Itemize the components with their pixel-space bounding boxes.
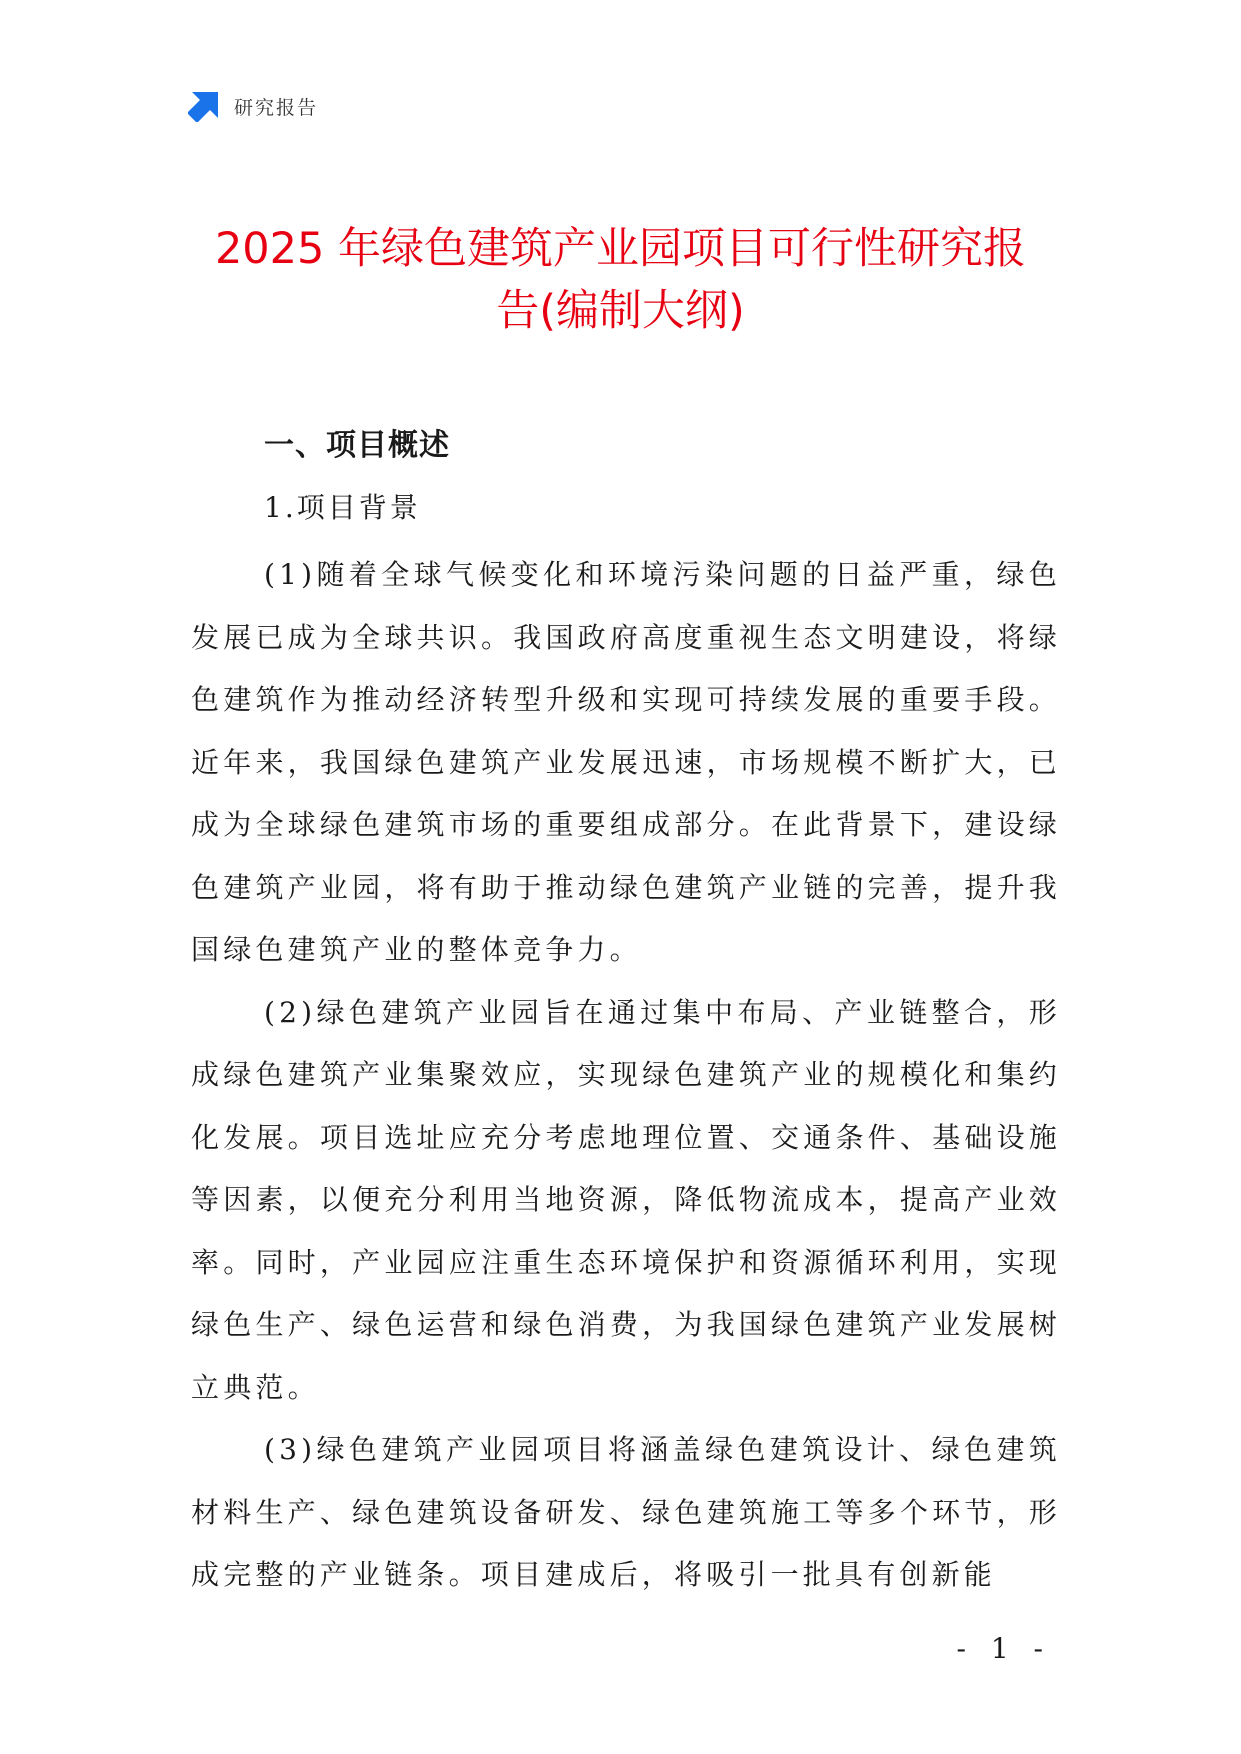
paragraph-3: (3)绿色建筑产业园项目将涵盖绿色建筑设计、绿色建筑材料生产、绿色建筑设备研发、绿色建筑施工等多个环节，形成完整的产业链条。项目建成后，将吸引一批具有创新能 — [191, 1433, 1061, 1591]
document-body — [191, 420, 1061, 1607]
header-label: 研究报告 — [234, 96, 319, 119]
paragraph-2: (2)绿色建筑产业园旨在通过集中布局、产业链整合，形成绿色建筑产业集聚效应，实现绿色建筑产业的规模化和集约化发展。项目选址应充分考虑地理位置、交通条件、基础设施等因素，以便充分利用当地资源，降低物流成本，提高产业效率。同时，产业园应注重生态环境保护和资源循环利用，实现绿色生产、绿色运营和绿色消费，为我国绿色建筑产业发展树立典范。 — [191, 995, 1061, 1404]
title-line-1: 2025 年绿色建筑产业园项目可行性研究报 — [214, 224, 1027, 274]
page-number: - 1 - — [956, 1632, 1051, 1665]
title-line-2: 告(编制大纲) — [496, 286, 745, 336]
document-header — [188, 88, 318, 124]
section-heading: 一、项目概述 — [264, 428, 450, 463]
document-title — [150, 218, 1091, 342]
paragraph-1: (1)随着全球气候变化和环境污染问题的日益严重，绿色发展已成为全球共识。我国政府高度重视生态文明建设，将绿色建筑作为推动经济转型升级和实现可持续发展的重要手段。近年来，我国绿色建筑产业发展迅速，市场规模不断扩大，已成为全球绿色建筑市场的重要组成部分。在此背景下，建设绿色建筑产业园，将有助于推动绿色建筑产业链的完善，提升我国绿色建筑产业的整体竞争力。 — [191, 558, 1061, 966]
arrow-up-right-icon — [188, 90, 220, 122]
subsection-heading: 1.项目背景 — [264, 491, 421, 524]
